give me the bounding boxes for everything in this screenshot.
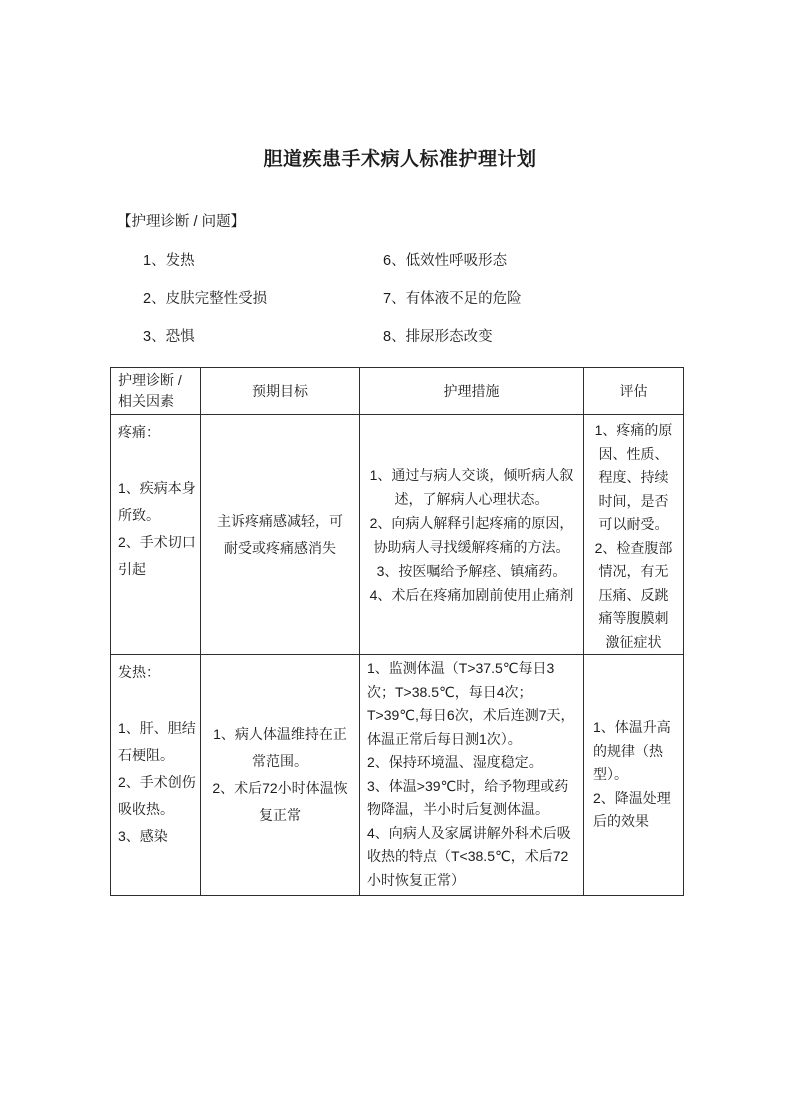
measure-item: 3、体温>39℃时，给予物理或药物降温，半小时后复测体温。 xyxy=(367,777,569,817)
measure-item: 1、监测体温（T>37.5℃每日3次；T>38.5℃，每日4次；T>39℃,每日6次，术后连测7天，体温正常后每日测1次）。 xyxy=(367,660,575,747)
section-heading: 【护理诊断 / 问题】 xyxy=(117,214,246,230)
measure-item: 1、通过与病人交谈，倾听病人叙述，了解病人心理状态。 xyxy=(369,466,574,507)
evaluation-item: 2、降温处理后的效果 xyxy=(593,789,671,830)
measure-item: 4、向病人及家属讲解外科术后吸收热的特点（T<38.5℃，术后72小时恢复正常） xyxy=(367,824,571,888)
list-item: 6、低效性呼吸形态 xyxy=(383,253,508,269)
list-item: 7、有体液不足的危险 xyxy=(383,291,522,307)
list-item: 3、恐惧 xyxy=(143,329,195,345)
header-diagnosis-line2: 相关因素 xyxy=(118,393,174,409)
related-factor: 2、手术切口引起 xyxy=(118,534,196,577)
related-factor: 1、肝、胆结石梗阻。 xyxy=(118,720,196,763)
related-factor: 2、手术创伤吸收热。 xyxy=(118,774,196,817)
measure-item: 2、保持环境温、湿度稳定。 xyxy=(367,754,543,770)
evaluation-item: 2、检查腹部情况，有无压痛、反跳痛等腹膜刺激征症状 xyxy=(594,539,673,650)
related-factor: 1、疾病本身所致。 xyxy=(118,480,196,523)
diagnosis-title: 疼痛： xyxy=(118,424,160,440)
table-row-pain xyxy=(111,415,684,655)
evaluation-item: 1、疼痛的原因、性质、程度、持续时间，是否可以耐受。 xyxy=(594,422,673,532)
list-item: 8、排尿形态改变 xyxy=(383,329,493,345)
pain-evaluation-cell xyxy=(584,415,684,655)
evaluation-item: 1、体温升高的规律（热型）。 xyxy=(593,719,671,783)
measure-item: 3、按医嘱给予解痉、镇痛药。 xyxy=(376,562,567,579)
fever-diagnosis-cell xyxy=(111,655,201,896)
pain-goal-cell xyxy=(201,415,360,655)
goal-item: 主诉疼痛感减轻，可耐受或疼痛感消失 xyxy=(217,512,343,556)
table-header-row xyxy=(111,368,684,415)
pain-measures-cell xyxy=(360,415,584,655)
goal-item: 2、术后72小时体温恢复正常 xyxy=(212,780,348,823)
measure-item: 2、向病人解释引起疼痛的原因，协助病人寻找缓解疼痛的方法。 xyxy=(369,514,574,555)
fever-measures-cell xyxy=(360,655,584,896)
related-factor: 3、感染 xyxy=(118,828,168,844)
header-diagnosis xyxy=(111,368,201,415)
header-goal: 预期目标 xyxy=(201,368,360,415)
header-measures: 护理措施 xyxy=(360,368,584,415)
table-row-fever xyxy=(111,655,684,896)
list-item: 2、皮肤完整性受损 xyxy=(143,291,268,307)
page-title: 胆道疾患手术病人标准护理计划 xyxy=(263,148,537,170)
fever-evaluation-cell xyxy=(584,655,684,896)
goal-item: 1、病人体温维持在正常范围。 xyxy=(213,726,347,769)
diagnosis-list xyxy=(143,250,522,348)
pain-diagnosis-cell xyxy=(111,415,201,655)
care-plan-table xyxy=(110,367,684,896)
header-evaluation: 评估 xyxy=(584,368,684,415)
measure-item: 4、术后在疼痛加剧前使用止痛剂 xyxy=(369,586,574,603)
header-diagnosis-line1: 护理诊断 / xyxy=(118,372,182,388)
diagnosis-title: 发热： xyxy=(118,664,160,680)
list-item: 1、发热 xyxy=(143,253,195,269)
fever-goal-cell xyxy=(201,655,360,896)
